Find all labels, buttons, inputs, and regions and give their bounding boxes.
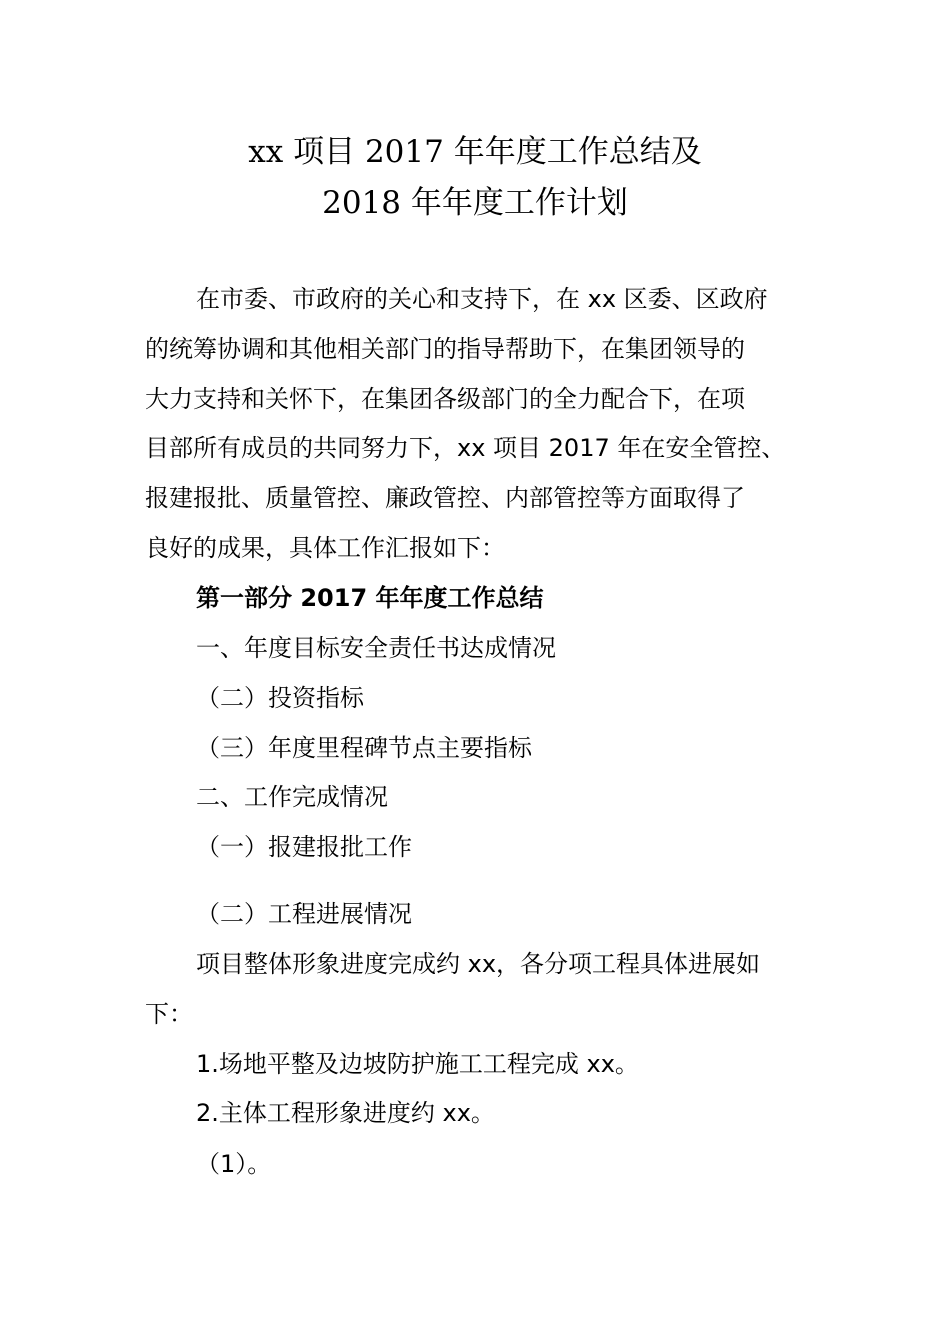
intro-paragraph-line-6: 良好的成果，具体工作汇报如下： [145, 534, 505, 562]
intro-paragraph-line-2: 的统筹协调和其他相关部门的指导帮助下，在集团领导的 [145, 335, 745, 363]
subsection-approval: （一）报建报批工作 [196, 833, 412, 861]
intro-paragraph-line-3: 大力支持和关怀下，在集团各级部门的全力配合下，在项 [145, 385, 745, 413]
document-title-line-1: xx 项目 2017 年年度工作总结及 [248, 134, 702, 170]
list-item-1: 1.场地平整及边坡防护施工工程完成 xx。 [196, 1050, 639, 1078]
document-title-line-2: 2018 年年度工作计划 [322, 185, 628, 221]
list-item-2: 2.主体工程形象进度约 xx。 [196, 1099, 495, 1127]
section-one-heading: 一、年度目标安全责任书达成情况 [196, 634, 556, 662]
part-one-heading: 第一部分 2017 年年度工作总结 [196, 584, 544, 612]
list-item-2-sub-1: （1）。 [196, 1150, 272, 1178]
subsection-milestones: （三）年度里程碑节点主要指标 [196, 734, 532, 762]
intro-paragraph-line-1: 在市委、市政府的关心和支持下，在 xx 区委、区政府 [196, 285, 768, 313]
section-two-heading: 二、工作完成情况 [196, 783, 388, 811]
subsection-progress: （二）工程进展情况 [196, 900, 412, 928]
intro-paragraph-line-5: 报建报批、质量管控、廉政管控、内部管控等方面取得了 [145, 484, 745, 512]
progress-paragraph-line-2: 下： [145, 1000, 193, 1028]
progress-paragraph-line-1: 项目整体形象进度完成约 xx，各分项工程具体进展如 [196, 950, 761, 978]
subsection-investment: （二）投资指标 [196, 684, 364, 712]
intro-paragraph-line-4: 目部所有成员的共同努力下，xx 项目 2017 年在安全管控、 [145, 434, 786, 462]
